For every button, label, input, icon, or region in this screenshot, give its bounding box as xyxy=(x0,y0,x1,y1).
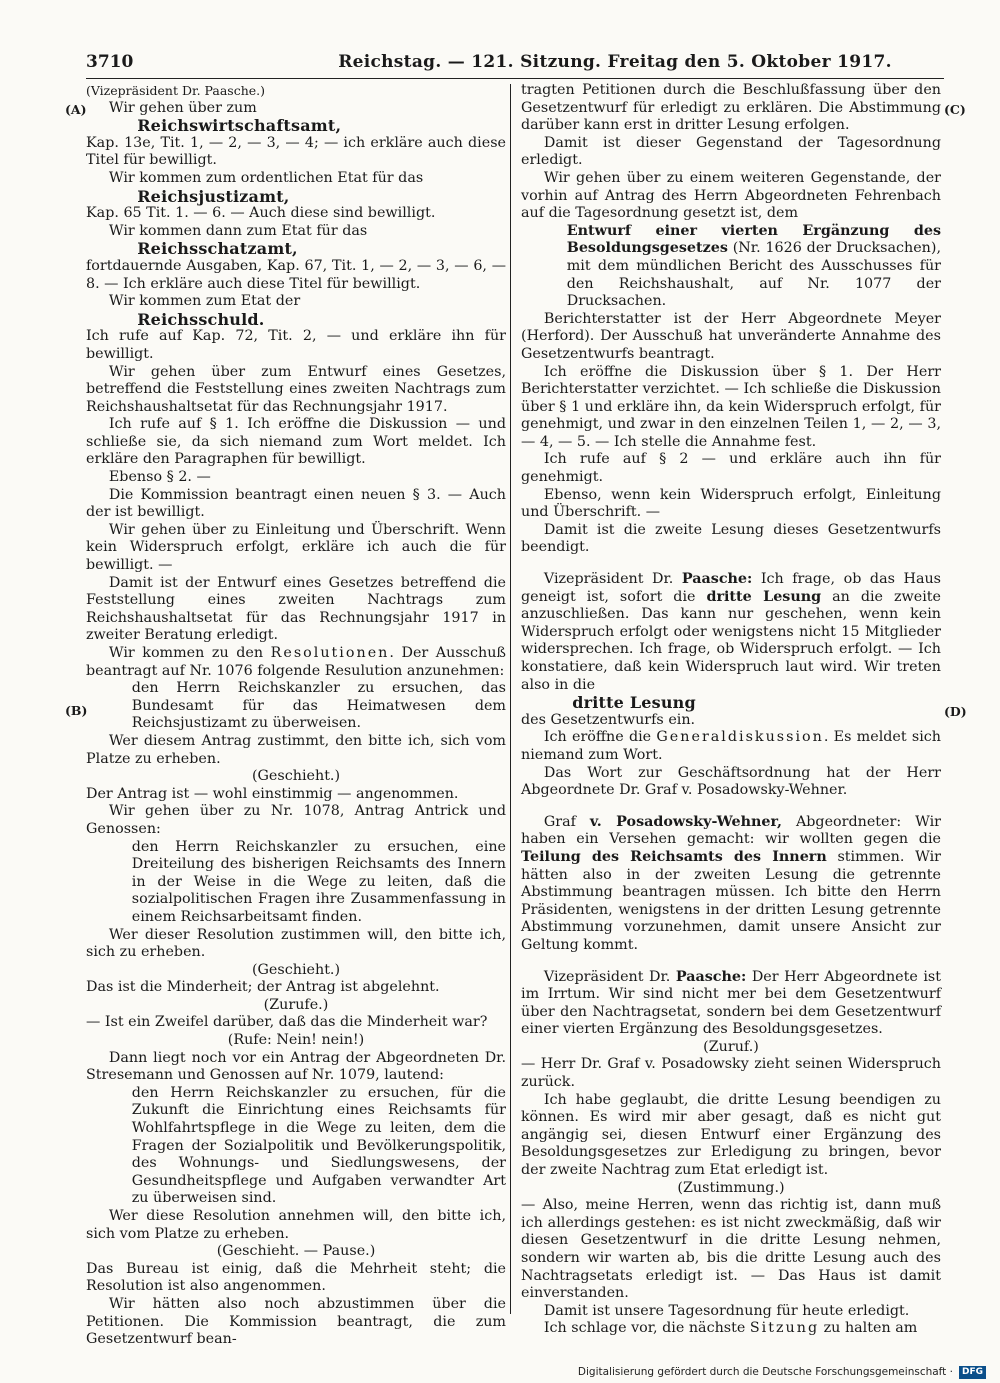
paragraph: Das ist die Minderheit; der Antrag ist abgelehnt. xyxy=(86,979,440,996)
paragraph: Wir hätten also noch abzustimmen über die Petitionen. Die Kommission beantragt, die zum Gesetzentwurf bean- xyxy=(86,1295,506,1348)
margin-marker-c: (C) xyxy=(944,102,966,117)
paragraph: Ich rufe auf § 1. Ich eröffne die Diskussion — und schließe sie, da sich niemand zum Wort meldet. Ich erkläre den Paragraphen für bewilligt. xyxy=(86,416,506,468)
stage-direction: (Geschieht.) xyxy=(251,768,341,785)
paragraph: Wir gehen über zu Nr. 1078, Antrag Antrick und Genossen: xyxy=(86,803,506,837)
paragraph: Das Bureau ist einig, daß die Mehrheit steht; die Resolution ist also angenommen. xyxy=(86,1260,506,1295)
stage-direction: (Rufe: Nein! nein!) xyxy=(227,1032,365,1049)
bill-title: Entwurf einer vierten Ergänzung des Besoldungsgesetzes xyxy=(566,222,941,257)
text-run: Vizepräsident Dr. xyxy=(543,571,682,588)
text-run: stimmen. Wir hätten also in der zweiten Lesung die getrennte Abstimmung beantragen müssen. Ich bitte den Herrn Präsidenten, wenigstens in der dritten Lesung getrennte Abstimmung vorzunehmen, damit unsere Ansicht zur Geltung kommt. xyxy=(521,848,941,953)
text-run: an die zweite anzuschließen. Das kann nur geschehen, wenn kein Widerspruch erfolgt oder wenigstens nicht 15 Mitglieder widersprechen. Ich frage, ob Widerspruch erfolgt. — Ich konstatiere, daß kein Widerspruch laut wird. Wir treten also in die xyxy=(521,588,941,693)
bill-heading xyxy=(521,223,941,311)
section-heading: Reichsschuld. xyxy=(137,309,265,329)
text-run: (Nr. 1626 der Drucksachen), mit dem mündlichen Bericht des Ausschusses für den Reichshaushalt, auf Nr. 1077 der Drucksachen. xyxy=(566,240,941,310)
margin-marker-d: (D) xyxy=(944,704,967,719)
speaker-name: Paasche: xyxy=(675,968,747,985)
page-header xyxy=(86,50,944,79)
paragraph: Kap. 65 Tit. 1. — 6. — Auch diese sind bewilligt. xyxy=(86,205,436,222)
margin-marker-b: (B) xyxy=(65,703,88,718)
margin-marker-a: (A) xyxy=(65,102,87,117)
dfg-logo-icon: DFG xyxy=(959,1366,986,1379)
paragraph: Das Wort zur Geschäftsordnung hat der Herr Abgeordnete Dr. Graf v. Posadowsky-Wehner. xyxy=(521,764,941,799)
speaker-name: v. Posadowsky-Wehner, xyxy=(589,813,782,830)
paragraph: Ebenso, wenn kein Widerspruch erfolgt, Einleitung und Überschrift. — xyxy=(521,486,941,521)
running-title: Reichstag. — 121. Sitzung. Freitag den 5. Oktober 1917. xyxy=(338,52,892,72)
left-column xyxy=(86,82,506,1348)
text-run: Graf xyxy=(543,813,590,830)
quoted-motion: den Herrn Reichskanzler zu ersuchen, eine Dreiteilung des bisherigen Reichsamts des Innern in der Weise in die Wege zu leiten, daß die sozialpolitischen Fragen ihre Zusammenfassung in einem Reichsarbeitsamt finden. xyxy=(131,838,506,925)
text-run: Vizepräsident Dr. xyxy=(543,968,676,985)
speaker-name: Paasche: xyxy=(681,571,753,588)
stage-direction: (Zuruf.) xyxy=(703,1038,759,1055)
paragraph: Die Kommission beantragt einen neuen § 3. — Auch der ist bewilligt. xyxy=(86,486,506,521)
speaker-note: (Vizepräsident Dr. Paasche.) xyxy=(86,83,265,98)
stage-direction: (Zurufe.) xyxy=(263,996,329,1013)
paragraph: Kap. 13e, Tit. 1, — 2, — 3, — 4; — ich erkläre auch diese Titel für bewilligt. xyxy=(86,134,506,169)
stage-direction: (Zustimmung.) xyxy=(677,1179,785,1196)
section-heading: Reichswirtschaftsamt, xyxy=(137,116,342,136)
text-run: zu halten am xyxy=(819,1320,918,1337)
text-run: . Der Ausschuß beantragt auf Nr. 1076 folgende Resulution anzunehmen: xyxy=(86,645,506,679)
text-run: Der Herr Abgeordnete ist im Irrtum. Wir sind nicht mer bei dem Gesetzentwurf über den Nachtragsetat, sondern bei dem Gesetzentwurf einer vierten Ergänzung des Besoldungsgesetzes. xyxy=(521,968,942,1038)
right-column xyxy=(521,82,942,1337)
paragraph: Wir kommen dann zum Etat für das xyxy=(108,222,368,239)
paragraph: Wer diese Resolution annehmen will, den bitte ich, sich vom Platze zu erheben. xyxy=(86,1208,506,1242)
page-number: 3710 xyxy=(86,52,134,72)
stage-direction: (Geschieht.) xyxy=(251,961,341,978)
column-divider xyxy=(510,84,511,1314)
spaced-term: Generaldiskussion xyxy=(656,729,824,746)
paragraph: Ich rufe auf § 2 — und erkläre auch ihn für genehmigt. xyxy=(521,451,941,486)
paragraph: Ich rufe auf Kap. 72, Tit. 2, — und erkläre ihn für bewilligt. xyxy=(86,328,506,362)
paragraph: — Ist ein Zweifel darüber, daß das die Minderheit war? xyxy=(86,1014,488,1031)
paragraph: Damit ist dieser Gegenstand der Tagesordnung erledigt. xyxy=(521,134,941,169)
funding-note: Digitalisierung gefördert durch die Deutsche Forschungsgemeinschaft · xyxy=(577,1366,953,1378)
paragraph: Berichterstatter ist der Herr Abgeordnete Meyer (Herford). Der Ausschuß hat unveränderte Annahme des Gesetzentwurfs beantragt. xyxy=(521,310,941,362)
paragraph xyxy=(521,729,941,764)
paragraph: Damit ist der Entwurf eines Gesetzes betreffend die Feststellung eines zweiten Nachtrags zum Reichshaushaltsetat für das Rechnungsjahr 1917 in zweiter Beratung erledigt. xyxy=(86,574,506,644)
text-run: Ich frage, ob das Haus geneigt ist, sofort die xyxy=(521,571,942,605)
paragraph: — Herr Dr. Graf v. Posadowsky zieht seinen Widerspruch zurück. xyxy=(521,1056,941,1091)
speaker-paragraph xyxy=(521,969,941,1039)
paragraph: Wer dieser Resolution zustimmen will, den bitte ich, sich zu erheben. xyxy=(86,926,506,961)
stage-direction: (Geschieht. — Pause.) xyxy=(216,1243,376,1260)
text-run: Ich eröffne die xyxy=(543,729,657,746)
speaker-paragraph xyxy=(521,571,941,694)
paragraph: Ich habe geglaubt, die dritte Lesung beendigen zu können. Es wird mir aber gesagt, daß es nicht gut angängig sei, diesen Entwurf einer Ergänzung des Besoldungsgesetzes zur Erledigung zu bringen, bevor der zweite Nachtrag zum Etat erledigt ist. xyxy=(521,1091,941,1179)
paragraph: Der Antrag ist — wohl einstimmig — angenommen. xyxy=(86,785,459,802)
text-run: . Es meldet sich niemand zum Wort. xyxy=(521,729,941,763)
section-heading: Reichsschatzamt, xyxy=(137,239,298,259)
quoted-motion: den Herrn Reichskanzler zu ersuchen, das Bundesamt für das Heimatwesen dem Reichsjustizamt zu überweisen. xyxy=(131,680,506,732)
paragraph: fortdauernde Ausgaben, Kap. 67, Tit. 1, — 2, — 3, — 6, — 8. — Ich erkläre auch diese Titel für bewilligt. xyxy=(86,257,506,292)
paragraph: Wir gehen über zu einem weiteren Gegenstande, der vorhin auf Antrag des Herrn Abgeordneten Fehrenbach auf die Tagesordnung gesetzt ist, dem xyxy=(521,169,941,222)
quoted-motion: den Herrn Reichskanzler zu ersuchen, für die Zukunft die Einrichtung eines Reichsamts für Wohlfahrtspflege in die Wege zu leiten, dem die Fragen der Sozialpolitik und Bevölkerungspolitik, des Wohnungs- und Siedlungswesens, der Gesundheitspflege und Aufgaben verwandter Art zu überweisen sind. xyxy=(131,1084,506,1207)
paragraph xyxy=(86,645,506,680)
emphasis: dritte Lesung xyxy=(706,588,822,605)
paragraph: — Also, meine Herren, wenn das richtig ist, dann muß ich allerdings gestehen: es ist nicht zweckmäßig, daß wir diesen Gesetzentwurf in die dritte Lesung nehmen, sondern wir warten ab, bis die dritte Lesung auch des Nachtragsetats erledigt ist. — Das Haus ist damit einverstanden. xyxy=(521,1197,941,1302)
spaced-term: Sitzung xyxy=(749,1320,820,1337)
paragraph: Ebenso § 2. — xyxy=(108,469,211,486)
paragraph: Wer diesem Antrag zustimmt, den bitte ich, sich vom Platze zu erheben. xyxy=(86,732,506,767)
spaced-term: Resolutionen xyxy=(270,645,390,661)
text-run: Ich schlage vor, die nächste xyxy=(543,1320,750,1337)
digitization-footer xyxy=(578,1365,986,1379)
text-run: Wir kommen zu den xyxy=(108,645,271,661)
paragraph: Wir gehen über zum xyxy=(108,99,257,116)
section-heading: Reichsjustizamt, xyxy=(137,186,290,206)
text-run: Abgeordneter: Wir haben ein Versehen gemacht: wir wollten gegen die xyxy=(521,813,941,848)
speaker-paragraph xyxy=(521,814,941,955)
paragraph: Wir gehen über zum Entwurf eines Gesetzes, betreffend die Feststellung eines zweiten Nachtrags zum Reichshaushaltsetat für das Rechnungsjahr 1917. xyxy=(86,363,506,415)
paragraph: Dann liegt noch vor ein Antrag der Abgeordneten Dr. Stresemann und Genossen auf Nr. 1079, lautend: xyxy=(86,1049,506,1084)
paragraph: tragten Petitionen durch die Beschlußfassung über den Gesetzentwurf für erledigt zu erklären. Die Abstimmung darüber kann erst in dritter Lesung erfolgen. xyxy=(521,82,941,134)
emphasis: Teilung des Reichsamts des Innern xyxy=(521,848,827,865)
section-heading: dritte Lesung xyxy=(572,693,696,713)
paragraph: Wir kommen zum Etat der xyxy=(108,293,301,310)
paragraph: Wir kommen zum ordentlichen Etat für das xyxy=(108,169,424,186)
paragraph: Wir gehen über zu Einleitung und Überschrift. Wenn kein Widerspruch erfolgt, erkläre ich auch die für bewilligt. — xyxy=(86,521,506,574)
paragraph: Damit ist unsere Tagesordnung für heute erledigt. xyxy=(543,1302,910,1319)
paragraph xyxy=(521,1320,941,1338)
paragraph: Ich eröffne die Diskussion über § 1. Der Herr Berichterstatter verzichtet. — Ich schließe die Diskussion über § 1 und erkläre ihn, da kein Widerspruch erfolgt, für genehmigt, und zwar in den einzelnen Teilen 1, — 2, — 3, — 4, — 5. — Ich stelle die Annahme fest. xyxy=(521,363,941,450)
paragraph: Damit ist die zweite Lesung dieses Gesetzentwurfs beendigt. xyxy=(521,521,941,556)
paragraph: des Gesetzentwurfs ein. xyxy=(521,711,696,728)
